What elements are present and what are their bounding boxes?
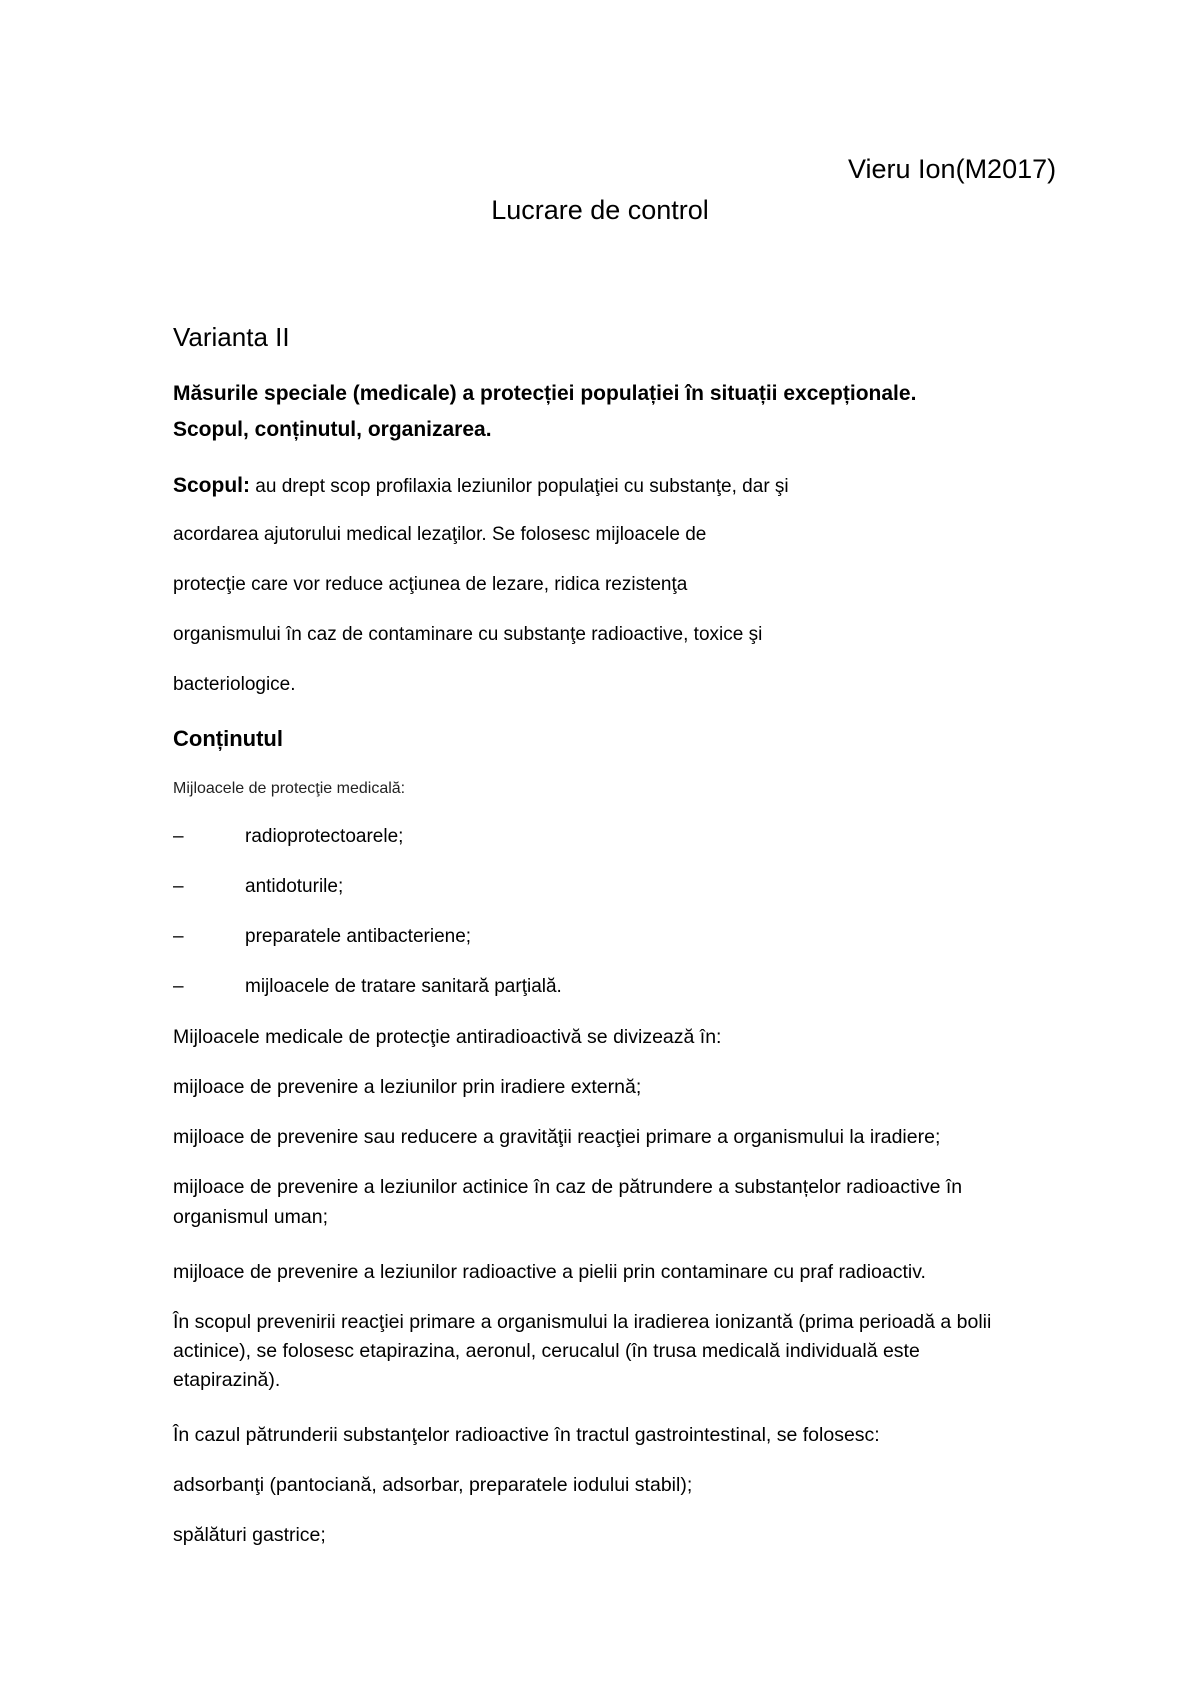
subject-line-1: Măsurile speciale (medicale) a protecției populației în situații excepționale. [173,382,917,405]
means-item-2: mijloace de prevenire sau reducere a gravităţii reacţiei primare a organismului la iradiere; [173,1126,941,1148]
means-item-3-line-1: mijloace de prevenire a leziunilor actinice în caz de pătrundere a substanțelor radioactive în [173,1176,963,1198]
list-item: radioprotectoarele; [245,826,404,847]
means-item-1: mijloace de prevenire a leziunilor prin iradiere externă; [173,1076,642,1098]
list-dash: – [173,826,184,847]
list-dash: – [173,926,184,947]
divide-intro: Mijloacele medicale de protecţie antiradioactivă se divizează în: [173,1026,722,1048]
scope-line-1-text: au drept scop profilaxia leziunilor populaţiei cu substanţe, dar şi [250,476,789,497]
gastro-item-2: spălături gastrice; [173,1524,326,1546]
scope-line-3: protecţie care vor reduce acţiunea de lezare, ridica rezistenţa [173,574,688,595]
list-item: antidoturile; [245,876,344,897]
means-item-3-line-2: organismul uman; [173,1206,328,1228]
subject-line-2: Scopul, conținutul, organizarea. [173,418,492,441]
primary-reaction-line-1: În scopul prevenirii reacţiei primare a organismului la iradierea ionizantă (prima perioadă a bolii [173,1311,992,1333]
content-intro: Mijloacele de protecţie medicală: [173,780,406,797]
list-dash: – [173,876,184,897]
primary-reaction-line-2: actinice), se folosesc etapirazina, aeronul, cerucalul (în trusa medicală individuală este [173,1340,920,1362]
scope-line-4: organismului în caz de contaminare cu substanţe radioactive, toxice şi [173,624,763,645]
document-title: Lucrare de control [491,195,709,225]
variant-heading: Varianta II [173,322,290,352]
scope-line-2: acordarea ajutorului medical lezaţilor. Se folosesc mijloacele de [173,524,707,545]
list-item: preparatele antibacteriene; [245,926,472,947]
list-dash: – [173,976,184,997]
list-item: mijloacele de tratare sanitară parţială. [245,976,562,997]
scope-line-1 [173,474,789,498]
content-heading: Conținutul [173,726,283,751]
gastro-item-1: adsorbanţi (pantociană, adsorbar, preparatele iodului stabil); [173,1474,693,1496]
scope-line-5: bacteriologice. [173,674,296,695]
primary-reaction-line-3: etapirazină). [173,1369,281,1391]
gastro-intro: În cazul pătrunderii substanţelor radioactive în tractul gastrointestinal, se folosesc: [173,1424,880,1446]
author-name: Vieru Ion(M2017) [848,154,1057,184]
scope-label: Scopul: [173,474,250,497]
means-item-4: mijloace de prevenire a leziunilor radioactive a pielii prin contaminare cu praf radioactiv. [173,1261,926,1283]
